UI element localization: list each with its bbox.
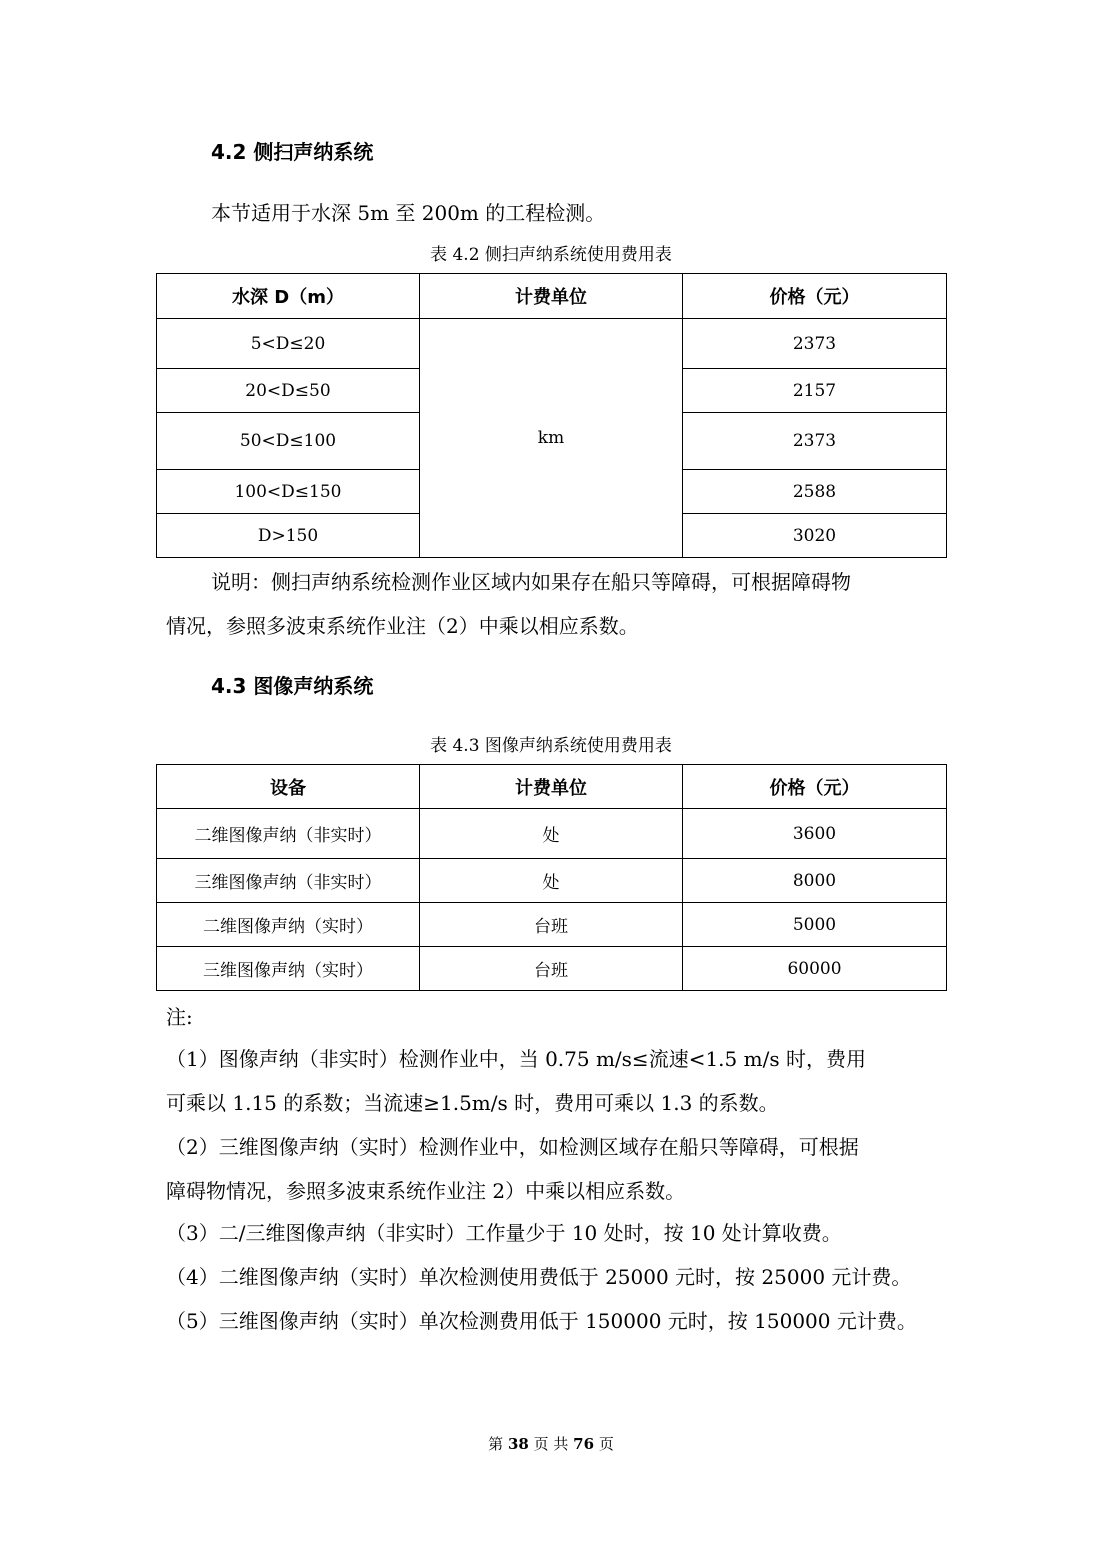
unit-cell: 台班 [420, 903, 683, 947]
section-heading-4-3: 4.3 图像声纳系统 [211, 674, 374, 698]
header-unit: 计费单位 [420, 765, 683, 809]
note-line: （4）二维图像声纳（实时）单次检测使用费低于 25000 元时，按 25000 元计费。 [166, 1265, 912, 1289]
footer-suffix: 页 [598, 1435, 614, 1453]
table-note-line: 说明：侧扫声纳系统检测作业区域内如果存在船只等障碍，可根据障碍物 [211, 570, 851, 594]
note-line: （5）三维图像声纳（实时）单次检测费用低于 150000 元时，按 150000 元计费。 [166, 1309, 917, 1333]
header-device: 设备 [157, 765, 420, 809]
table-row [157, 809, 947, 859]
note-line: 可乘以 1.15 的系数；当流速≥1.5m/s 时，费用可乘以 1.3 的系数。 [166, 1091, 779, 1115]
header-price: 价格（元） [683, 274, 947, 319]
notes-title: 注: [166, 1005, 193, 1029]
device-cell: 三维图像声纳（非实时） [157, 859, 420, 903]
price-cell: 2157 [683, 369, 947, 413]
table-header-row [157, 765, 947, 809]
unit-cell: 处 [420, 809, 683, 859]
depth-cell: 100<D≤150 [157, 470, 420, 514]
footer-middle: 页 共 [533, 1435, 569, 1453]
table-row [157, 947, 947, 991]
table-row [157, 903, 947, 947]
unit-cell: km [420, 319, 683, 558]
note-line: （1）图像声纳（非实时）检测作业中，当 0.75 m/s≤流速<1.5 m/s 时，费用 [166, 1047, 866, 1071]
depth-cell: 5<D≤20 [157, 319, 420, 369]
header-price: 价格（元） [683, 765, 947, 809]
footer-prefix: 第 [488, 1435, 504, 1453]
current-page-number: 38 [507, 1435, 529, 1453]
price-cell: 2373 [683, 413, 947, 470]
table-header-row [157, 274, 947, 319]
device-cell: 三维图像声纳（实时） [157, 947, 420, 991]
section-intro: 本节适用于水深 5m 至 200m 的工程检测。 [211, 201, 606, 225]
device-cell: 二维图像声纳（实时） [157, 903, 420, 947]
price-cell: 3600 [683, 809, 947, 859]
table-row [157, 319, 947, 369]
price-cell: 2588 [683, 470, 947, 514]
header-unit: 计费单位 [420, 274, 683, 319]
unit-cell: 处 [420, 859, 683, 903]
header-depth: 水深 D（m） [157, 274, 420, 319]
depth-cell: 20<D≤50 [157, 369, 420, 413]
note-line: （2）三维图像声纳（实时）检测作业中，如检测区域存在船只等障碍，可根据 [166, 1135, 859, 1159]
price-cell: 8000 [683, 859, 947, 903]
section-heading-4-2: 4.2 侧扫声纳系统 [211, 140, 374, 164]
device-cell: 二维图像声纳（非实时） [157, 809, 420, 859]
price-cell: 60000 [683, 947, 947, 991]
unit-cell: 台班 [420, 947, 683, 991]
price-cell: 2373 [683, 319, 947, 369]
note-line: （3）二/三维图像声纳（非实时）工作量少于 10 处时，按 10 处计算收费。 [166, 1221, 842, 1245]
depth-cell: 50<D≤100 [157, 413, 420, 470]
table-row [157, 859, 947, 903]
page-footer [0, 1433, 1102, 1454]
image-sonar-fee-table [156, 764, 947, 991]
table-caption-4-3: 表 4.3 图像声纳系统使用费用表 [430, 736, 672, 756]
side-scan-sonar-fee-table [156, 273, 947, 558]
price-cell: 5000 [683, 903, 947, 947]
note-line: 障碍物情况，参照多波束系统作业注 2）中乘以相应系数。 [166, 1179, 686, 1203]
table-caption-4-2: 表 4.2 侧扫声纳系统使用费用表 [430, 245, 672, 265]
total-page-number: 76 [573, 1435, 595, 1453]
price-cell: 3020 [683, 514, 947, 558]
table-note-line: 情况，参照多波束系统作业注（2）中乘以相应系数。 [166, 614, 639, 638]
depth-cell: D>150 [157, 514, 420, 558]
